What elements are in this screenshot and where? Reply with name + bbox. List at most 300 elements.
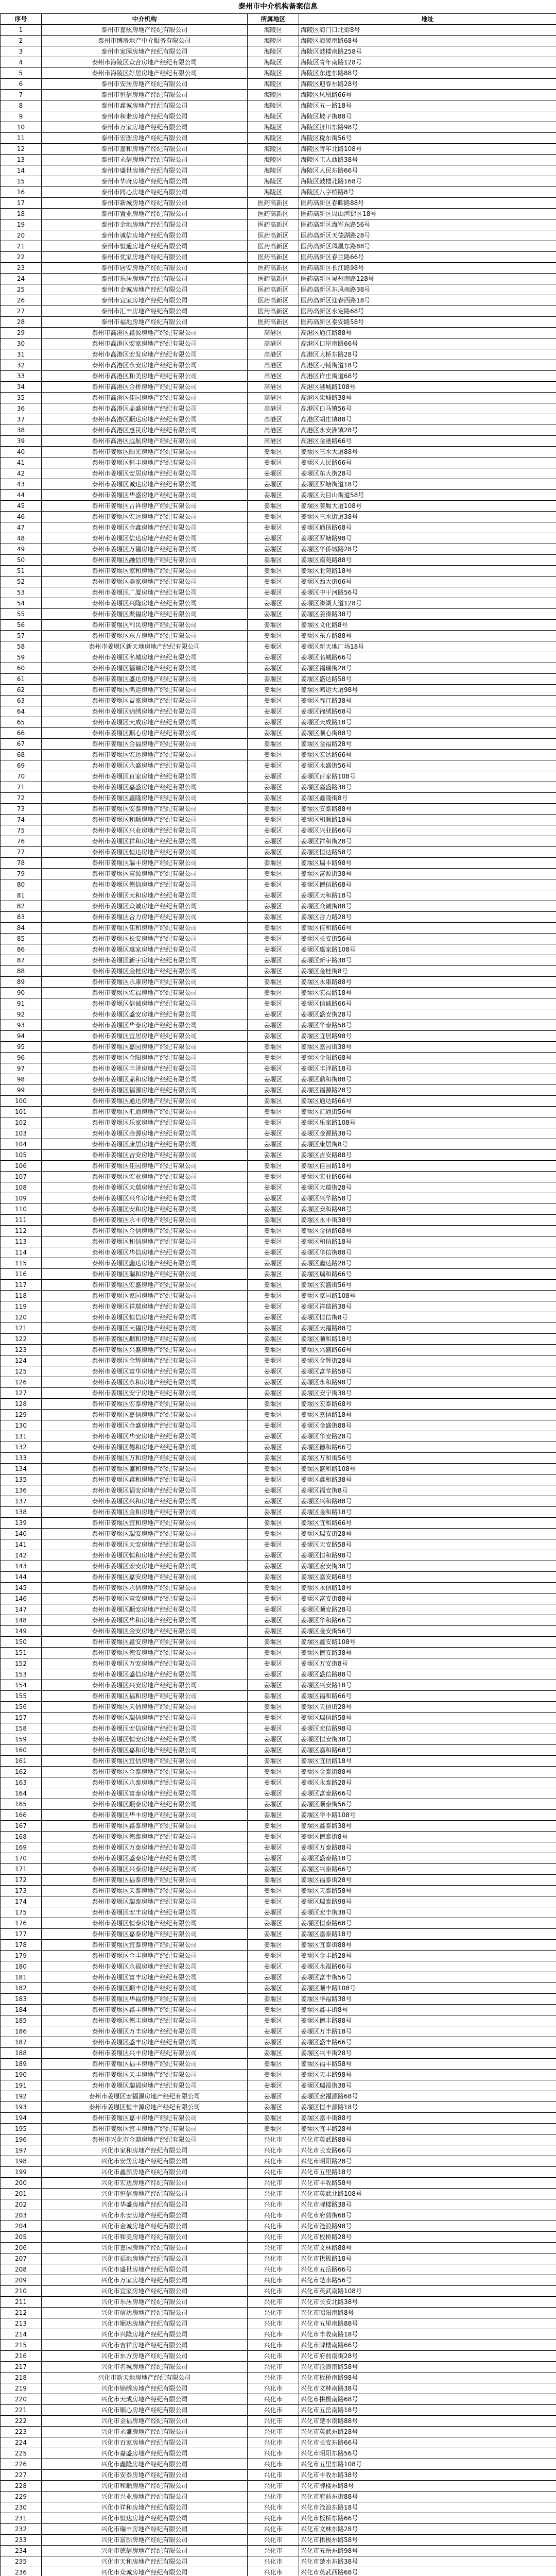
- cell-agency-name: 泰州市海陵区好居房地产经纪有限公司: [42, 68, 248, 79]
- cell-district: 姜堰区: [248, 1442, 299, 1453]
- cell-address: 姜堰区兴丰街28号: [299, 2048, 556, 2059]
- cell-agency-name: 泰州市姜堰区福瑞房地产经纪有限公司: [42, 663, 248, 674]
- cell-agency-name: 泰州市姜堰区永和房地产经纪有限公司: [42, 1377, 248, 1388]
- cell-address: 姜堰区恒丰源路18号: [299, 2102, 556, 2113]
- cell-serial-number: 68: [1, 750, 42, 760]
- cell-address: 姜堰区盛泰路18号: [299, 1853, 556, 1864]
- cell-agency-name: 泰州市万家房地产经纪有限公司: [42, 122, 248, 133]
- cell-address: 姜堰区德丰路88号: [299, 2015, 556, 2026]
- cell-district: 高港区: [248, 436, 299, 447]
- cell-serial-number: 97: [1, 1063, 42, 1074]
- table-row: [1, 241, 556, 252]
- cell-district: 兴化市: [248, 2459, 299, 2470]
- cell-address: 兴化市拱极路18号: [299, 2253, 556, 2264]
- table-row: [1, 1020, 556, 1031]
- cell-address: 姜堰区德信路68号: [299, 879, 556, 890]
- table-row: [1, 1139, 556, 1150]
- cell-district: 姜堰区: [248, 815, 299, 825]
- cell-serial-number: 148: [1, 1615, 42, 1626]
- cell-serial-number: 60: [1, 663, 42, 674]
- cell-address: 医药高新区迎春西路18号: [299, 295, 556, 306]
- cell-address: 海陵区海门口北街8号: [299, 25, 556, 36]
- table-row: [1, 317, 556, 328]
- cell-serial-number: 103: [1, 1128, 42, 1139]
- cell-agency-name: 泰州市姜堰区信达房地产经纪有限公司: [42, 533, 248, 544]
- cell-agency-name: 泰州市姜堰区万泰房地产经纪有限公司: [42, 1842, 248, 1853]
- table-row: [1, 111, 556, 122]
- cell-district: 兴化市: [248, 2275, 299, 2286]
- cell-agency-name: 泰州市姜堰区福和房地产经纪有限公司: [42, 1691, 248, 1702]
- table-row: [1, 36, 556, 46]
- cell-address: 兴化市英武南路108号: [299, 2286, 556, 2297]
- cell-agency-name: 泰州市姜堰区嘉园房地产经纪有限公司: [42, 1042, 248, 1053]
- cell-address: 兴化市五里南路88号: [299, 2318, 556, 2329]
- cell-district: 姜堰区: [248, 1312, 299, 1323]
- table-row: [1, 1334, 556, 1345]
- table-row: [1, 2243, 556, 2253]
- cell-serial-number: 152: [1, 1658, 42, 1669]
- cell-district: 姜堰区: [248, 1842, 299, 1853]
- cell-agency-name: 兴化市盛世房地产经纪有限公司: [42, 2264, 248, 2275]
- table-row: [1, 2070, 556, 2080]
- cell-serial-number: 69: [1, 760, 42, 771]
- cell-serial-number: 82: [1, 901, 42, 912]
- cell-serial-number: 95: [1, 1042, 42, 1053]
- cell-district: 高港区: [248, 414, 299, 425]
- cell-agency-name: 泰州市姜堰区融信房地产经纪有限公司: [42, 555, 248, 566]
- cell-address: 高港区刁铺街道18号: [299, 360, 556, 371]
- cell-address: 姜堰区宏盛街56号: [299, 1280, 556, 1291]
- table-row: [1, 760, 556, 771]
- table-row: [1, 2156, 556, 2167]
- cell-agency-name: 泰州市姜堰区瑞福房地产经纪有限公司: [42, 2080, 248, 2091]
- cell-agency-name: 泰州市姜堰区宏泰房地产经纪有限公司: [42, 1399, 248, 1410]
- cell-serial-number: 216: [1, 2351, 42, 2362]
- table-row: [1, 2134, 556, 2145]
- cell-district: 姜堰区: [248, 1756, 299, 1767]
- cell-agency-name: 兴化市名城房地产经纪有限公司: [42, 2362, 248, 2372]
- cell-district: 姜堰区: [248, 1053, 299, 1063]
- cell-serial-number: 151: [1, 1648, 42, 1658]
- cell-agency-name: 泰州市姜堰区安和房地产经纪有限公司: [42, 1204, 248, 1215]
- cell-district: 姜堰区: [248, 2124, 299, 2134]
- cell-serial-number: 77: [1, 847, 42, 858]
- cell-address: 姜堰区祥和街28号: [299, 836, 556, 847]
- cell-district: 姜堰区: [248, 944, 299, 955]
- cell-serial-number: 163: [1, 1777, 42, 1788]
- cell-agency-name: 泰州市恒信房地产经纪有限公司: [42, 90, 248, 100]
- cell-agency-name: 泰州市姜堰区福丰房地产经纪有限公司: [42, 2059, 248, 2070]
- cell-serial-number: 107: [1, 1172, 42, 1182]
- cell-agency-name: 泰州市姜堰区永康房地产经纪有限公司: [42, 977, 248, 988]
- table-row: [1, 1713, 556, 1723]
- cell-serial-number: 213: [1, 2318, 42, 2329]
- cell-serial-number: 136: [1, 1485, 42, 1496]
- cell-district: 兴化市: [248, 2416, 299, 2427]
- cell-district: 姜堰区: [248, 685, 299, 696]
- table-row: [1, 2297, 556, 2308]
- cell-serial-number: 94: [1, 1031, 42, 1042]
- cell-address: 姜堰区德安路38号: [299, 1648, 556, 1658]
- cell-serial-number: 110: [1, 1204, 42, 1215]
- cell-address: 姜堰区华侨城路28号: [299, 544, 556, 555]
- cell-district: 姜堰区: [248, 1875, 299, 1886]
- cell-agency-name: 泰州市姜堰区吉祥房地产经纪有限公司: [42, 501, 248, 512]
- cell-district: 姜堰区: [248, 901, 299, 912]
- cell-address: 医药高新区东风南路38号: [299, 284, 556, 295]
- cell-district: 姜堰区: [248, 1193, 299, 1204]
- cell-serial-number: 39: [1, 436, 42, 447]
- cell-address: 兴化市拱极南路68号: [299, 2394, 556, 2405]
- cell-serial-number: 114: [1, 1247, 42, 1258]
- cell-agency-name: 泰州市姜堰区兴和房地产经纪有限公司: [42, 1496, 248, 1507]
- cell-serial-number: 32: [1, 360, 42, 371]
- table-row: [1, 2178, 556, 2189]
- table-row: [1, 1756, 556, 1767]
- agency-registry-table: [0, 13, 556, 2576]
- cell-serial-number: 20: [1, 230, 42, 241]
- table-row: [1, 1518, 556, 1529]
- cell-district: 兴化市: [248, 2470, 299, 2481]
- cell-address: 姜堰区天福路88号: [299, 1323, 556, 1334]
- cell-address: 兴化市英武西路68号: [299, 2567, 556, 2576]
- table-row: [1, 977, 556, 988]
- cell-serial-number: 31: [1, 349, 42, 360]
- cell-district: 高港区: [248, 371, 299, 382]
- cell-serial-number: 143: [1, 1561, 42, 1572]
- cell-serial-number: 202: [1, 2199, 42, 2210]
- cell-agency-name: 泰州市姜堰区华安房地产经纪有限公司: [42, 1431, 248, 1442]
- cell-district: 兴化市: [248, 2372, 299, 2383]
- cell-agency-name: 兴化市和美房地产经纪有限公司: [42, 2232, 248, 2243]
- cell-address: 兴化市丰收东路38号: [299, 2470, 556, 2481]
- cell-agency-name: 泰州市姜堰区宏信房地产经纪有限公司: [42, 1723, 248, 1734]
- cell-district: 姜堰区: [248, 663, 299, 674]
- table-row: [1, 663, 556, 674]
- cell-agency-name: 泰州市姜堰区天福房地产经纪有限公司: [42, 1323, 248, 1334]
- cell-address: 兴化市丰收路58号: [299, 2178, 556, 2189]
- cell-address: 姜堰区宏福源路68号: [299, 2091, 556, 2102]
- cell-serial-number: 55: [1, 609, 42, 620]
- cell-agency-name: 泰州市姜堰区顺心房地产经纪有限公司: [42, 728, 248, 739]
- cell-address: 姜堰区福瑞街28号: [299, 663, 556, 674]
- table-row: [1, 1258, 556, 1269]
- cell-district: 姜堰区: [248, 1810, 299, 1821]
- table-row: [1, 1994, 556, 2005]
- table-row: [1, 955, 556, 966]
- cell-district: 姜堰区: [248, 1821, 299, 1832]
- cell-agency-name: 泰州市姜堰区鑫丰房地产经纪有限公司: [42, 2005, 248, 2015]
- cell-address: 姜堰区盛安街28号: [299, 1009, 556, 1020]
- cell-serial-number: 205: [1, 2232, 42, 2243]
- table-row: [1, 501, 556, 512]
- cell-address: 姜堰区天信街28号: [299, 1702, 556, 1713]
- cell-serial-number: 79: [1, 869, 42, 879]
- cell-serial-number: 128: [1, 1399, 42, 1410]
- cell-serial-number: 33: [1, 371, 42, 382]
- cell-address: 姜堰区嘉泰路18号: [299, 1929, 556, 1940]
- table-row: [1, 2318, 556, 2329]
- cell-agency-name: 泰州市高港区宏发房地产经纪有限公司: [42, 349, 248, 360]
- cell-address: 兴化市英武路88号: [299, 2134, 556, 2145]
- cell-address: 姜堰区顺安路28号: [299, 1604, 556, 1615]
- cell-address: 医药高新区海军东路56号: [299, 219, 556, 230]
- table-row: [1, 512, 556, 522]
- table-row: [1, 2275, 556, 2286]
- cell-serial-number: 182: [1, 1983, 42, 1994]
- cell-address: 姜堰区罗塘街道18号: [299, 479, 556, 490]
- cell-serial-number: 101: [1, 1107, 42, 1117]
- cell-address: 姜堰区盛信路88号: [299, 1669, 556, 1680]
- cell-district: 姜堰区: [248, 1182, 299, 1193]
- cell-address: 姜堰区富源街38号: [299, 869, 556, 879]
- table-row: [1, 934, 556, 944]
- cell-address: 姜堰区永信路18号: [299, 1583, 556, 1594]
- cell-serial-number: 121: [1, 1323, 42, 1334]
- cell-address: 高港区金港路66号: [299, 436, 556, 447]
- cell-address: 姜堰区和顺路18号: [299, 815, 556, 825]
- table-row: [1, 1009, 556, 1020]
- cell-district: 姜堰区: [248, 1475, 299, 1485]
- cell-address: 姜堰区安和路98号: [299, 1204, 556, 1215]
- cell-agency-name: 泰州市姜堰区德丰房地产经纪有限公司: [42, 2015, 248, 2026]
- table-row: [1, 1366, 556, 1377]
- cell-serial-number: 10: [1, 122, 42, 133]
- cell-address: 姜堰区鸿运大道98号: [299, 685, 556, 696]
- table-row: [1, 869, 556, 879]
- cell-district: 姜堰区: [248, 544, 299, 555]
- cell-district: 姜堰区: [248, 1583, 299, 1594]
- cell-serial-number: 228: [1, 2481, 42, 2492]
- cell-address: 姜堰区天目山街道58号: [299, 490, 556, 501]
- cell-district: 姜堰区: [248, 1377, 299, 1388]
- table-row: [1, 566, 556, 577]
- cell-district: 姜堰区: [248, 1658, 299, 1669]
- cell-address: 高港区白马镇56号: [299, 403, 556, 414]
- cell-agency-name: 泰州市姜堰区永泰房地产经纪有限公司: [42, 1777, 248, 1788]
- cell-serial-number: 122: [1, 1334, 42, 1345]
- cell-address: 海陵区坡子街88号: [299, 111, 556, 122]
- cell-address: 姜堰区罗塘路98号: [299, 533, 556, 544]
- table-row: [1, 2405, 556, 2416]
- cell-agency-name: 泰州市姜堰区益家房地产经纪有限公司: [42, 696, 248, 706]
- cell-address: 姜堰区丰泽路18号: [299, 1063, 556, 1074]
- cell-address: 姜堰区金桂街8号: [299, 966, 556, 977]
- cell-district: 海陵区: [248, 165, 299, 176]
- cell-address: 姜堰区富丰街56号: [299, 1972, 556, 1983]
- cell-serial-number: 183: [1, 1994, 42, 2005]
- cell-agency-name: 泰州市姜堰区安居房地产经纪有限公司: [42, 468, 248, 479]
- cell-serial-number: 235: [1, 2556, 42, 2567]
- cell-agency-name: 泰州市金诚房地产经纪有限公司: [42, 284, 248, 295]
- table-row: [1, 609, 556, 620]
- cell-district: 姜堰区: [248, 1961, 299, 1972]
- table-row: [1, 1442, 556, 1453]
- header-district: 所属地区: [248, 14, 299, 25]
- cell-district: 医药高新区: [248, 295, 299, 306]
- cell-address: 兴化市府前街68号: [299, 2210, 556, 2221]
- cell-address: 姜堰区北苑路18号: [299, 566, 556, 577]
- cell-agency-name: 泰州市姜堰区宏安房地产经纪有限公司: [42, 1561, 248, 1572]
- cell-district: 姜堰区: [248, 825, 299, 836]
- table-row: [1, 1377, 556, 1388]
- cell-agency-name: 泰州市姜堰区永福房地产经纪有限公司: [42, 1961, 248, 1972]
- cell-agency-name: 泰州市姜堰区金信房地产经纪有限公司: [42, 1226, 248, 1236]
- cell-agency-name: 泰州市姜堰区宜和房地产经纪有限公司: [42, 1518, 248, 1529]
- cell-district: 海陵区: [248, 111, 299, 122]
- cell-agency-name: 兴化市富源房地产经纪有限公司: [42, 2535, 248, 2546]
- cell-serial-number: 47: [1, 522, 42, 533]
- table-row: [1, 1983, 556, 1994]
- cell-district: 姜堰区: [248, 555, 299, 566]
- cell-serial-number: 78: [1, 858, 42, 869]
- cell-agency-name: 兴化市金福房地产经纪有限公司: [42, 2416, 248, 2427]
- table-row: [1, 1604, 556, 1615]
- cell-address: 姜堰区宏福路18号: [299, 988, 556, 998]
- cell-agency-name: 泰州市姜堰区聚福房地产经纪有限公司: [42, 609, 248, 620]
- cell-serial-number: 204: [1, 2221, 42, 2232]
- cell-agency-name: 泰州市姜堰区嘉安房地产经纪有限公司: [42, 1572, 248, 1583]
- cell-serial-number: 115: [1, 1258, 42, 1269]
- table-row: [1, 1594, 556, 1604]
- cell-district: 姜堰区: [248, 1496, 299, 1507]
- cell-agency-name: 泰州市姜堰区金鑫房地产经纪有限公司: [42, 522, 248, 533]
- cell-address: 姜堰区宜信路18号: [299, 1756, 556, 1767]
- table-row: [1, 1215, 556, 1226]
- cell-address: 姜堰区宜和路66号: [299, 1518, 556, 1529]
- cell-serial-number: 211: [1, 2297, 42, 2308]
- cell-serial-number: 44: [1, 490, 42, 501]
- table-row: [1, 187, 556, 198]
- cell-address: 姜堰区文化路8号: [299, 620, 556, 631]
- cell-district: 姜堰区: [248, 533, 299, 544]
- cell-agency-name: 泰州市姜堰区富华房地产经纪有限公司: [42, 1366, 248, 1377]
- cell-address: 姜堰区名城路66号: [299, 652, 556, 663]
- table-row: [1, 2048, 556, 2059]
- table-row: [1, 1323, 556, 1334]
- cell-agency-name: 兴化市嘉盛房地产经纪有限公司: [42, 2448, 248, 2459]
- cell-serial-number: 171: [1, 1864, 42, 1875]
- cell-agency-name: 泰州市姜堰区安泰房地产经纪有限公司: [42, 804, 248, 815]
- cell-address: 医药高新区春晖路88号: [299, 198, 556, 209]
- cell-serial-number: 3: [1, 46, 42, 57]
- cell-serial-number: 21: [1, 241, 42, 252]
- cell-serial-number: 15: [1, 176, 42, 187]
- cell-district: 姜堰区: [248, 2026, 299, 2037]
- cell-agency-name: 兴化市安泰房地产经纪有限公司: [42, 2470, 248, 2481]
- cell-serial-number: 223: [1, 2427, 42, 2437]
- cell-district: 兴化市: [248, 2199, 299, 2210]
- table-row: [1, 1410, 556, 1420]
- table-row: [1, 1464, 556, 1475]
- cell-district: 姜堰区: [248, 1907, 299, 1918]
- cell-serial-number: 13: [1, 155, 42, 165]
- table-row: [1, 1680, 556, 1691]
- cell-agency-name: 泰州市置业房地产经纪有限公司: [42, 209, 248, 219]
- cell-district: 姜堰区: [248, 490, 299, 501]
- cell-agency-name: 兴化市鑫隆房地产经纪有限公司: [42, 2459, 248, 2470]
- cell-serial-number: 96: [1, 1053, 42, 1063]
- cell-agency-name: 兴化市乐居房地产经纪有限公司: [42, 2297, 248, 2308]
- table-row: [1, 165, 556, 176]
- table-row: [1, 1896, 556, 1907]
- cell-district: 姜堰区: [248, 2059, 299, 2070]
- table-row: [1, 1658, 556, 1669]
- table-row: [1, 328, 556, 338]
- table-row: [1, 998, 556, 1009]
- table-row: [1, 1637, 556, 1648]
- cell-district: 姜堰区: [248, 2102, 299, 2113]
- cell-agency-name: 泰州市姜堰区祥和房地产经纪有限公司: [42, 836, 248, 847]
- cell-district: 姜堰区: [248, 890, 299, 901]
- cell-address: 姜堰区鑫泰路38号: [299, 1821, 556, 1832]
- cell-district: 姜堰区: [248, 782, 299, 793]
- table-row: [1, 403, 556, 414]
- table-row: [1, 879, 556, 890]
- cell-address: 姜堰区鑫安路108号: [299, 1637, 556, 1648]
- table-row: [1, 1572, 556, 1583]
- cell-serial-number: 113: [1, 1236, 42, 1247]
- cell-address: 姜堰区新天地广场18号: [299, 641, 556, 652]
- cell-address: 兴化市拱极东路58号: [299, 2535, 556, 2546]
- table-row: [1, 1236, 556, 1247]
- cell-address: 姜堰区宏信路98号: [299, 1723, 556, 1734]
- cell-agency-name: 泰州市姜堰区恒信房地产经纪有限公司: [42, 1312, 248, 1323]
- cell-district: 姜堰区: [248, 1734, 299, 1745]
- cell-district: 姜堰区: [248, 1615, 299, 1626]
- cell-serial-number: 70: [1, 771, 42, 782]
- cell-district: 姜堰区: [248, 512, 299, 522]
- cell-district: 兴化市: [248, 2329, 299, 2340]
- cell-address: 姜堰区惠家路108号: [299, 944, 556, 955]
- cell-district: 兴化市: [248, 2546, 299, 2556]
- cell-agency-name: 兴化市恒达房地产经纪有限公司: [42, 2513, 248, 2524]
- cell-agency-name: 兴化市新天地房地产经纪有限公司: [42, 2372, 248, 2383]
- cell-serial-number: 220: [1, 2394, 42, 2405]
- cell-agency-name: 泰州市姜堰区宏达房地产经纪有限公司: [42, 750, 248, 760]
- table-row: [1, 966, 556, 977]
- cell-serial-number: 6: [1, 79, 42, 90]
- cell-agency-name: 泰州市姜堰区兴业房地产经纪有限公司: [42, 825, 248, 836]
- cell-agency-name: 泰州市姜堰区祥瑞房地产经纪有限公司: [42, 1301, 248, 1312]
- cell-district: 姜堰区: [248, 1680, 299, 1691]
- cell-agency-name: 泰州市姜堰区恒达房地产经纪有限公司: [42, 847, 248, 858]
- table-row: [1, 1951, 556, 1961]
- cell-serial-number: 81: [1, 890, 42, 901]
- cell-address: 兴化市英武东路28号: [299, 2427, 556, 2437]
- cell-agency-name: 泰州市姜堰区兴丰房地产经纪有限公司: [42, 2048, 248, 2059]
- cell-district: 海陵区: [248, 100, 299, 111]
- cell-agency-name: 泰州市汇丰房地产经纪有限公司: [42, 306, 248, 317]
- cell-agency-name: 泰州市姜堰区盛丰房地产经纪有限公司: [42, 2037, 248, 2048]
- cell-district: 兴化市: [248, 2556, 299, 2567]
- cell-address: 兴化市昭阳南路8号: [299, 2308, 556, 2318]
- table-row: [1, 641, 556, 652]
- cell-district: 姜堰区: [248, 1031, 299, 1042]
- cell-serial-number: 130: [1, 1420, 42, 1431]
- table-row: [1, 1420, 556, 1431]
- cell-agency-name: 兴化市天成房地产经纪有限公司: [42, 2394, 248, 2405]
- table-row: [1, 349, 556, 360]
- cell-serial-number: 236: [1, 2567, 42, 2576]
- cell-district: 医药高新区: [248, 198, 299, 209]
- table-row: [1, 1301, 556, 1312]
- cell-district: 兴化市: [248, 2340, 299, 2351]
- cell-serial-number: 25: [1, 284, 42, 295]
- cell-agency-name: 泰州市姜堰区富安房地产经纪有限公司: [42, 1594, 248, 1604]
- table-row: [1, 1453, 556, 1464]
- cell-district: 兴化市: [248, 2405, 299, 2416]
